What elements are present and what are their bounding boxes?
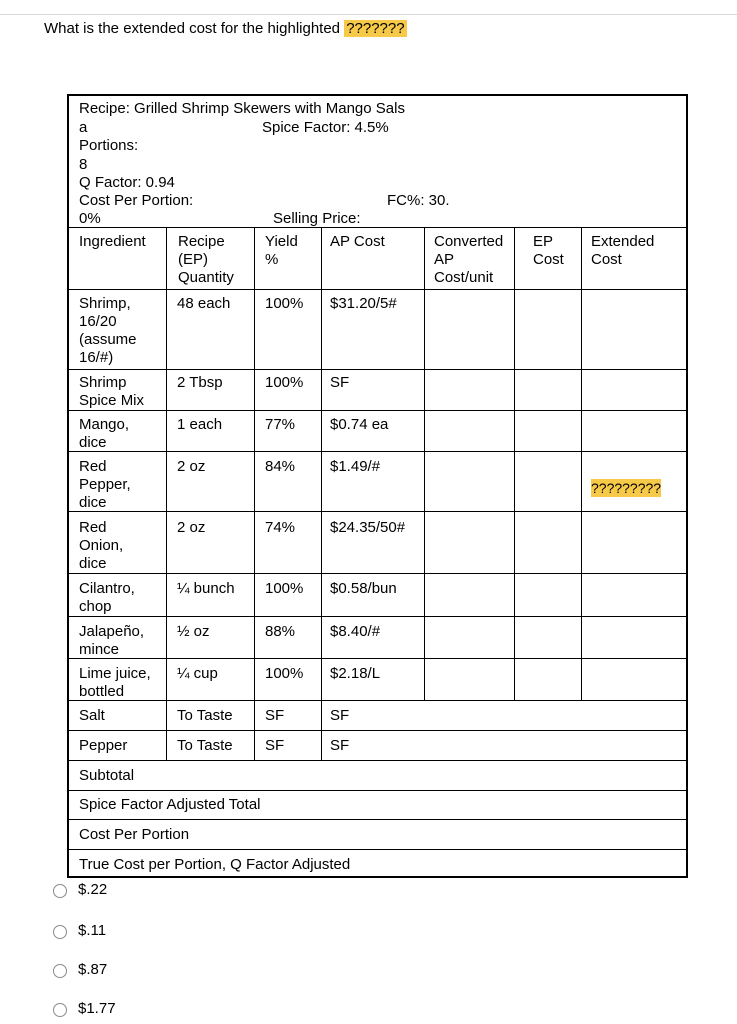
ingredient-name: (assume (79, 331, 137, 348)
ap-cost: $1.49/# (330, 458, 381, 475)
header-extended-2: Cost (591, 251, 622, 268)
ingredient-name: chop (79, 598, 112, 615)
yield-pct: 88% (265, 623, 296, 640)
yield-pct: SF (265, 737, 285, 754)
recipe-qty: 2 oz (177, 458, 206, 475)
option-label-4[interactable]: $1.77 (78, 1000, 116, 1017)
header-recipe-qty-2: (EP) (178, 251, 208, 268)
fc-percent-cont: 0% (79, 210, 101, 227)
ingredient-name: Jalapeño, (79, 623, 145, 640)
header-ingredient: Ingredient (79, 233, 146, 250)
ap-cost: $0.58/bun (330, 580, 397, 597)
row-divider (69, 790, 686, 791)
row-divider (69, 616, 686, 617)
ingredient-name: Shrimp (79, 374, 127, 391)
row-divider (69, 573, 686, 574)
option-label-2[interactable]: $.11 (78, 922, 107, 939)
ingredient-name: Onion, (79, 537, 124, 554)
header-ep-1: EP (533, 233, 554, 250)
ingredient-name: 16/20 (79, 313, 117, 330)
ingredient-name: dice (79, 555, 107, 572)
recipe-name-line1: Recipe: Grilled Shrimp Skewers with Mango Sals (79, 100, 405, 117)
spice-adjusted-total-label: Spice Factor Adjusted Total (79, 796, 261, 813)
q-factor: Q Factor: 0.94 (79, 174, 175, 191)
ap-cost: SF (330, 737, 350, 754)
ap-cost: SF (330, 707, 350, 724)
cost-per-portion-total-label: Cost Per Portion (79, 826, 190, 843)
top-divider (0, 14, 737, 15)
cost-per-portion-label: Cost Per Portion: (79, 192, 194, 209)
col-divider (321, 227, 322, 761)
header-extended-1: Extended (591, 233, 655, 250)
option-radio-4[interactable] (53, 1003, 67, 1017)
recipe-costing-sheet (67, 94, 688, 878)
recipe-qty: 2 oz (177, 519, 206, 536)
row-divider (69, 658, 686, 659)
recipe-qty: 2 Tbsp (177, 374, 223, 391)
header-yield-1: Yield (265, 233, 298, 250)
ingredient-name: dice (79, 434, 107, 451)
question-highlight: ??????? (346, 20, 405, 37)
yield-pct: 100% (265, 580, 304, 597)
option-radio-2[interactable] (53, 925, 67, 939)
ap-cost: $31.20/5# (330, 295, 397, 312)
row-divider (69, 511, 686, 512)
ingredient-name: Salt (79, 707, 105, 724)
spice-factor: Spice Factor: 4.5% (262, 119, 389, 136)
row-divider (69, 410, 686, 411)
header-ap-cost: AP Cost (330, 233, 385, 250)
recipe-qty: To Taste (177, 707, 233, 724)
col-divider (424, 227, 425, 701)
ingredient-name: Red (79, 458, 107, 475)
ingredient-name: Mango, (79, 416, 130, 433)
recipe-name-line2: a (79, 119, 88, 136)
row-divider (69, 730, 686, 731)
header-converted-2: AP (434, 251, 455, 268)
row-divider (69, 700, 686, 701)
row-divider (69, 819, 686, 820)
col-divider (581, 227, 582, 701)
ingredient-name: dice (79, 494, 107, 511)
recipe-qty: To Taste (177, 737, 233, 754)
ingredient-name: 16/#) (79, 349, 114, 366)
selling-price: Selling Price: (273, 210, 361, 227)
yield-pct: 74% (265, 519, 296, 536)
col-divider (166, 227, 167, 761)
option-radio-1[interactable] (53, 884, 67, 898)
row-divider (69, 227, 686, 228)
row-divider (69, 289, 686, 290)
recipe-qty: ¼ cup (177, 665, 218, 682)
ingredient-name: Cilantro, (79, 580, 135, 597)
ap-cost: $0.74 ea (330, 416, 389, 433)
yield-pct: 100% (265, 295, 304, 312)
recipe-qty: ¼ bunch (177, 580, 235, 597)
recipe-qty: 1 each (177, 416, 223, 433)
yield-pct: 84% (265, 458, 296, 475)
question-label: What is the extended cost for the highlighted (44, 20, 341, 37)
ingredient-name: Pepper (79, 737, 128, 754)
ingredient-name: mince (79, 641, 120, 658)
ingredient-name: Spice Mix (79, 392, 145, 409)
row-divider (69, 451, 686, 452)
fc-percent: FC%: 30. (387, 192, 450, 209)
ap-cost: SF (330, 374, 350, 391)
subtotal-label: Subtotal (79, 767, 135, 784)
row-divider (69, 760, 686, 761)
portions-value: 8 (79, 156, 88, 173)
recipe-qty: ½ oz (177, 623, 210, 640)
ap-cost: $2.18/L (330, 665, 381, 682)
header-converted-3: Cost/unit (434, 269, 494, 286)
highlighted-extended-cost: ????????? (591, 480, 662, 496)
option-label-3[interactable]: $.87 (78, 961, 108, 978)
ingredient-name: Lime juice, (79, 665, 151, 682)
yield-pct: 77% (265, 416, 296, 433)
ap-cost: $8.40/# (330, 623, 381, 640)
ap-cost: $24.35/50# (330, 519, 406, 536)
ingredient-name: Red (79, 519, 107, 536)
option-radio-3[interactable] (53, 964, 67, 978)
recipe-qty: 48 each (177, 295, 231, 312)
col-divider (254, 227, 255, 761)
row-divider (69, 369, 686, 370)
header-converted-1: Converted (434, 233, 504, 250)
ingredient-name: Pepper, (79, 476, 131, 493)
ingredient-name: bottled (79, 683, 125, 700)
header-ep-2: Cost (533, 251, 564, 268)
yield-pct: 100% (265, 374, 304, 391)
option-label-1[interactable]: $.22 (78, 881, 108, 898)
yield-pct: SF (265, 707, 285, 724)
header-recipe-qty-3: Quantity (178, 269, 234, 286)
col-divider (514, 227, 515, 701)
ingredient-name: Shrimp, (79, 295, 131, 312)
header-recipe-qty-1: Recipe (178, 233, 225, 250)
yield-pct: 100% (265, 665, 304, 682)
header-yield-2: % (265, 251, 279, 268)
true-cost-label: True Cost per Portion, Q Factor Adjusted (79, 856, 351, 873)
row-divider (69, 849, 686, 850)
portions-label: Portions: (79, 137, 139, 154)
question-text (44, 19, 407, 39)
